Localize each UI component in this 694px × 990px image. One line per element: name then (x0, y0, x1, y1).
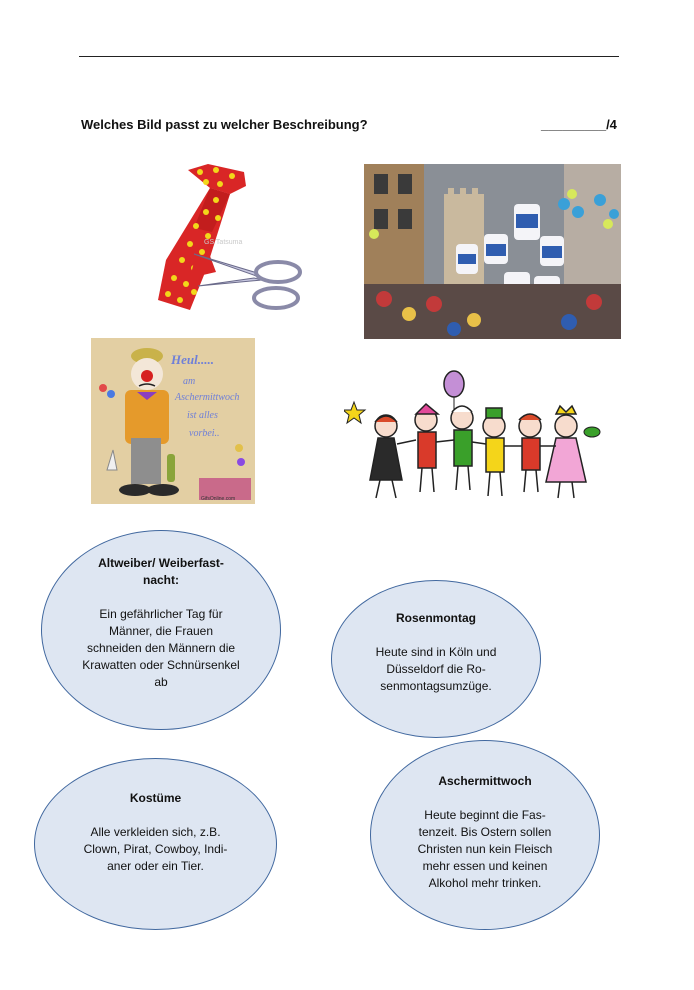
bubble-rosenmontag (331, 580, 541, 738)
clown-text-2: am (183, 376, 196, 387)
task-question: Welches Bild passt zu welcher Beschreibung? (81, 117, 368, 132)
bubble-altweiber-text: Ein gefährlicher Tag für Männer, die Frauen schneiden den Männern die Krawatten oder Schnürsenkel ab (82, 607, 240, 689)
bubble-aschermittwoch (370, 740, 600, 930)
clown-text-5: vorbei.. (189, 428, 220, 439)
bubble-altweiber-title: Altweiber/ Weiberfast-nacht: (98, 556, 224, 587)
parade-photo (364, 164, 621, 339)
bubble-kostueme (34, 758, 277, 930)
bubble-aschermittwoch-title: Aschermittwoch (438, 774, 532, 788)
bubble-kostueme-title: Kostüme (129, 791, 182, 805)
top-rule (79, 56, 619, 57)
bubble-kostueme-text: Alle verkleiden sich, z.B. Clown, Pirat, Cowboy, Indi-aner oder ein Tier. (83, 825, 228, 873)
clown-text-4: ist alles (187, 410, 218, 421)
clown-text-1: Heul..... (171, 352, 214, 367)
bubble-aschermittwoch-text: Heute beginnt die Fas-tenzeit. Bis Ostern sollen Christen nun kein Fleisch mehr essen und keinen Alkohol mehr trinken. (417, 808, 553, 890)
clown-text-3: Aschermittwoch (175, 392, 240, 403)
bubble-rosenmontag-title: Rosenmontag (395, 611, 476, 625)
sad-clown-image (91, 338, 255, 504)
tie-scissors-image (150, 160, 310, 320)
score-field: _________/4 (541, 117, 617, 132)
bubble-altweiber (41, 530, 281, 730)
image-watermark: GS Tatsuma (204, 239, 243, 246)
dancing-children-image (344, 370, 602, 505)
clown-credit: GifsOnline.com (201, 496, 236, 502)
bubble-rosenmontag-text: Heute sind in Köln und Düsseldorf die Ro-senmontagsumzüge. (375, 645, 497, 693)
